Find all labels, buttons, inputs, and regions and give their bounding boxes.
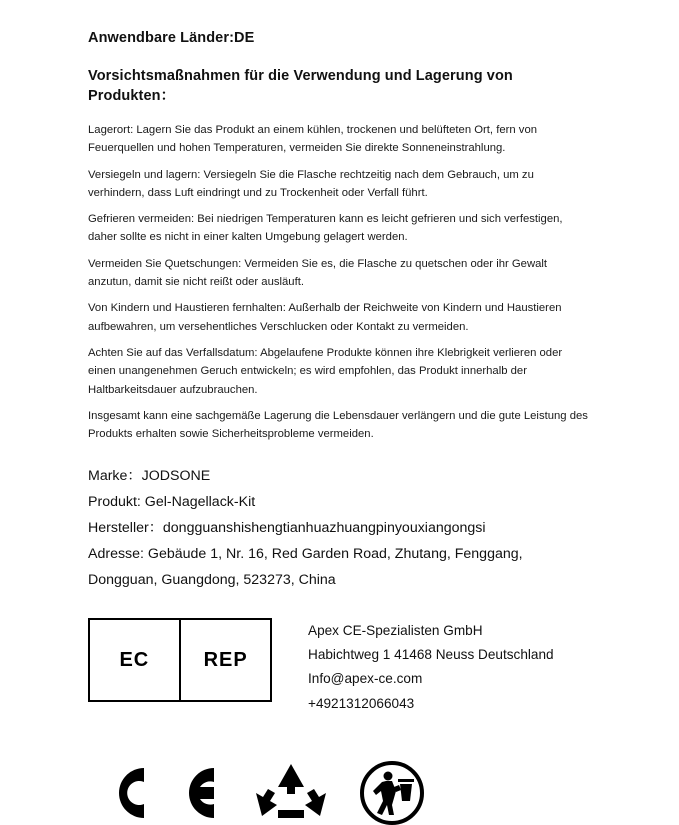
- ec-rep-section: [88, 618, 591, 716]
- precaution-paragraph: Von Kindern und Haustieren fernhalten: Außerhalb der Reichweite von Kindern und Haustieren aufbewahren, um versehentliches Verschlucken oder Kontakt zu vermeiden.: [88, 302, 562, 333]
- rep-address-email: Info@apex-ce.com: [308, 671, 423, 687]
- ec-rep-box: [88, 618, 272, 702]
- precautions-title: Vorsichtsmaßnahmen für die Verwendung und Lagerung von Produkten：: [88, 68, 513, 104]
- precaution-paragraph: Achten Sie auf das Verfallsdatum: Abgelaufene Produkte können ihre Klebrigkeit verlieren oder einen unangenehmen Geruch entwickeln; es wird empfohlen, das Produkt innerhalb der Haltbarkeitsdauer aufzubrauchen.: [88, 346, 563, 396]
- precaution-paragraph: Versiegeln und lagern: Versiegeln Sie die Flasche rechtzeitig nach dem Gebrauch, um zu verhindern, dass Luft eindringt und zu Trockenheit oder Verfall führt.: [88, 168, 534, 199]
- applicable-countries: Anwendbare Länder:DE: [88, 30, 255, 46]
- do-not-litter-tidyman-icon: [358, 761, 426, 825]
- precaution-paragraph: Gefrieren vermeiden: Bei niedrigen Temperaturen kann es leicht gefrieren und sich verfestigen, daher sollte es nicht in einer kalten Umgebung gelagert werden.: [88, 213, 563, 244]
- ec-rep-address: [308, 618, 554, 716]
- precaution-paragraph: Vermeiden Sie Quetschungen: Vermeiden Sie es, die Flasche zu quetschen oder ihr Gewalt anzutun, damit sie nicht reißt oder ausläuft.: [88, 257, 548, 289]
- brand-line-marke: Marke：JODSONE: [88, 468, 211, 485]
- ce-marking-icon: [96, 762, 224, 824]
- rep-address-company: Apex CE-Spezialisten GmbH: [308, 623, 483, 639]
- precaution-paragraph: Lagerort: Lagern Sie das Produkt an einem kühlen, trockenen und belüfteten Ort, fern von Feuerquellen und hohen Temperaturen, vermeiden Sie direkte Sonneneinstrahlung.: [88, 124, 538, 155]
- brand-info-block: [88, 465, 591, 592]
- recycling-mobius-loop-icon: [254, 762, 328, 824]
- compliance-symbols-row: [88, 761, 591, 825]
- brand-line-adresse-1: Adresse: Gebäude 1, Nr. 16, Red Garden Road, Zhutang, Fenggang,: [88, 546, 523, 563]
- rep-label: REP: [203, 648, 248, 671]
- brand-line-adresse-2: Dongguan, Guangdong, 523273, China: [88, 572, 336, 589]
- ec-label: EC: [119, 648, 150, 671]
- brand-line-produkt: Produkt: Gel-Nagellack-Kit: [88, 494, 256, 511]
- precaution-paragraph: Insgesamt kann eine sachgemäße Lagerung die Lebensdauer verlängern und die gute Leistung des Produkts erhalten sowie Sicherheitsprobleme vermeiden.: [88, 409, 588, 441]
- rep-address-phone: +4921312066043: [308, 695, 415, 711]
- rep-address-street: Habichtweg 1 41468 Neuss Deutschland: [308, 647, 554, 663]
- brand-line-hersteller: Hersteller：dongguanshishengtianhuazhuangpinyouxiangongsi: [88, 520, 486, 537]
